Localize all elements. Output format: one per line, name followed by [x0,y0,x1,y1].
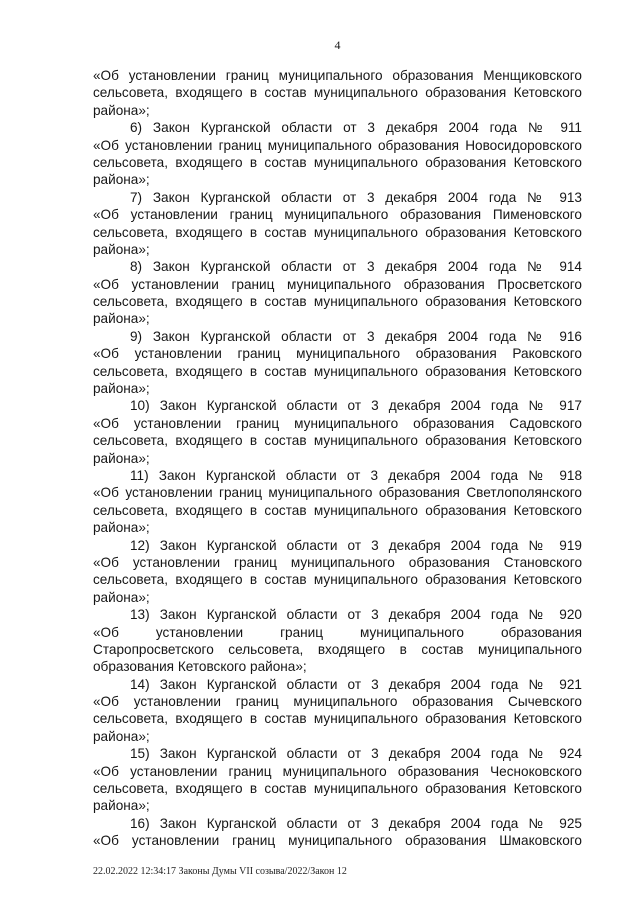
text-line: «Об установлении границ муниципального образования Светлополянского [93,485,582,501]
text-line: «Об установлении границ муниципального образования Новосидоровского [93,137,582,153]
text-line: 12) Закон Курганской области от 3 декабря 2004 года № 919 [130,537,582,553]
text-line: района»; [93,102,150,118]
text-line: района»; [93,311,150,327]
text-line: «Об установлении границ муниципального образования Раковского [93,346,582,362]
text-line: района»; [93,520,150,536]
text-line: «Об установлении границ муниципального образования [93,624,582,640]
text-line: 13) Закон Курганской области от 3 декабря 2004 года № 920 [130,607,582,623]
text-line: сельсовета, входящего в состав муниципального образования Кетовского [93,224,582,240]
text-line: 8) Закон Курганской области от 3 декабря 2004 года № 914 [130,259,582,275]
text-line: Старопросветского сельсовета, входящего в состав муниципального [93,641,582,657]
text-line: района»; [93,241,150,257]
page-number: 4 [334,38,341,52]
paragraph [93,328,582,398]
text-line: сельсовета, входящего в состав муниципального образования Кетовского [93,572,582,588]
paragraph [93,189,582,259]
text-line: образования Кетовского района»; [93,659,307,675]
footer-stamp: 22.02.2022 12:34:17 Законы Думы VII созыва/2022/Закон 12 [93,866,347,877]
text-line: сельсовета, входящего в состав муниципального образования Кетовского [93,433,582,449]
text-line: сельсовета, входящего в состав муниципального образования Кетовского [93,781,582,797]
paragraph [93,606,582,676]
text-line: района»; [93,172,150,188]
paragraph [93,258,582,328]
text-line: «Об установлении границ муниципального образования Пименовского [93,207,582,223]
text-line: «Об установлении границ муниципального образования Менщиковского [93,68,582,83]
paragraph [93,815,582,850]
paragraph [93,676,582,746]
text-line: района»; [93,450,150,466]
paragraph [93,467,582,537]
text-line: 6) Закон Курганской области от 3 декабря 2004 года № 911 [130,120,582,136]
text-line: сельсовета, входящего в состав муниципального образования Кетовского [93,294,582,310]
text-line: 7) Закон Курганской области от 3 декабря 2004 года № 913 [130,189,582,205]
paragraph [93,537,582,607]
paragraph [93,119,582,189]
text-line: «Об установлении границ муниципального образования Просветского [93,276,582,292]
text-line: 14) Закон Курганской области от 3 декабря 2004 года № 921 [130,676,582,692]
text-line: 11) Закон Курганской области от 3 декабря 2004 года № 918 [130,467,582,483]
text-line: района»; [93,381,150,397]
text-line: сельсовета, входящего в состав муниципального образования Кетовского [93,711,582,727]
text-line: 16) Закон Курганской области от 3 декабря 2004 года № 925 [130,815,582,831]
document-body [93,67,582,850]
text-line: 10) Закон Курганской области от 3 декабря 2004 года № 917 [130,398,582,414]
paragraph [93,397,582,467]
text-line: сельсовета, входящего в состав муниципального образования Кетовского [93,363,582,379]
paragraph [93,745,582,815]
text-line: 9) Закон Курганской области от 3 декабря 2004 года № 916 [130,328,582,344]
text-line: «Об установлении границ муниципального образования Шмаковского [93,833,582,849]
text-line: «Об установлении границ муниципального образования Сычевского [93,694,582,710]
text-line: сельсовета, входящего в состав муниципального образования Кетовского [93,502,582,518]
paragraph [93,67,582,119]
text-line: района»; [93,589,150,605]
text-line: «Об установлении границ муниципального образования Садовского [93,415,582,431]
text-line: района»; [93,798,150,814]
text-line: сельсовета, входящего в состав муниципального образования Кетовского [93,85,582,101]
text-line: 15) Закон Курганской области от 3 декабря 2004 года № 924 [130,746,582,762]
text-line: сельсовета, входящего в состав муниципального образования Кетовского [93,154,582,170]
text-line: района»; [93,728,150,744]
text-line: «Об установлении границ муниципального образования Становского [93,554,582,570]
text-line: «Об установлении границ муниципального образования Чесноковского [93,763,582,779]
